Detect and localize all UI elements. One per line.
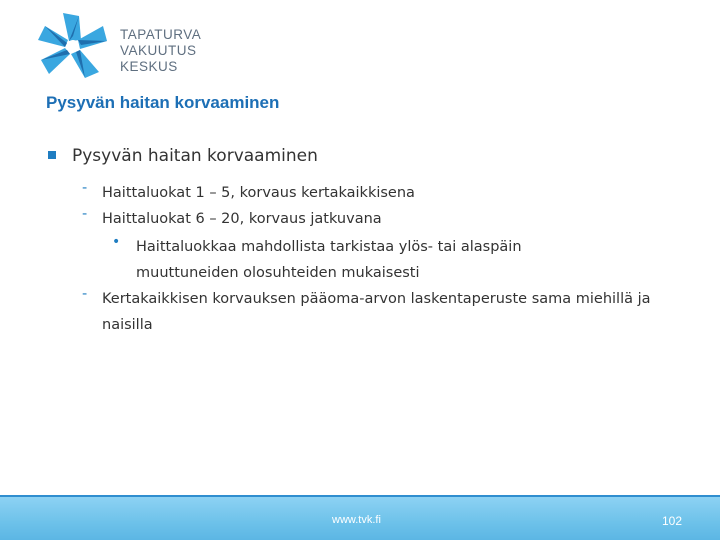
sub-bullet-text: Haittaluokat 6 – 20, korvaus jatkuvana xyxy=(102,211,382,227)
page-number: 102 xyxy=(662,514,683,528)
logo-line-3: KESKUS xyxy=(120,59,178,74)
square-bullet-icon xyxy=(48,151,56,159)
logo-line-2: VAKUUTUS xyxy=(120,43,197,58)
logo-line-1: TAPATURVA xyxy=(120,27,202,42)
dash-bullet-icon: - xyxy=(82,206,88,222)
footer-divider xyxy=(0,495,720,497)
dash-bullet-icon: - xyxy=(82,286,88,302)
dash-bullet-icon: - xyxy=(82,180,88,196)
sub-bullet-text: Haittaluokat 1 – 5, korvaus kertakaikkisena xyxy=(102,185,415,201)
bullet-text: Pysyvän haitan korvaaminen xyxy=(72,146,318,166)
footer-url[interactable]: www.tvk.fi xyxy=(332,514,381,526)
footer-bar xyxy=(0,495,720,540)
sub-bullet-text: Kertakaikkisen korvauksen pääoma-arvon laskentaperuste sama miehillä ja naisilla xyxy=(102,291,651,333)
slide-title: Pysyvän haitan korvaaminen xyxy=(46,93,280,112)
dot-bullet-icon: • xyxy=(112,234,121,250)
sub-sub-bullet-text: Haittaluokkaa mahdollista tarkistaa ylös- tai alaspäin muuttuneiden olosuhteiden mukaisesti xyxy=(136,239,522,281)
